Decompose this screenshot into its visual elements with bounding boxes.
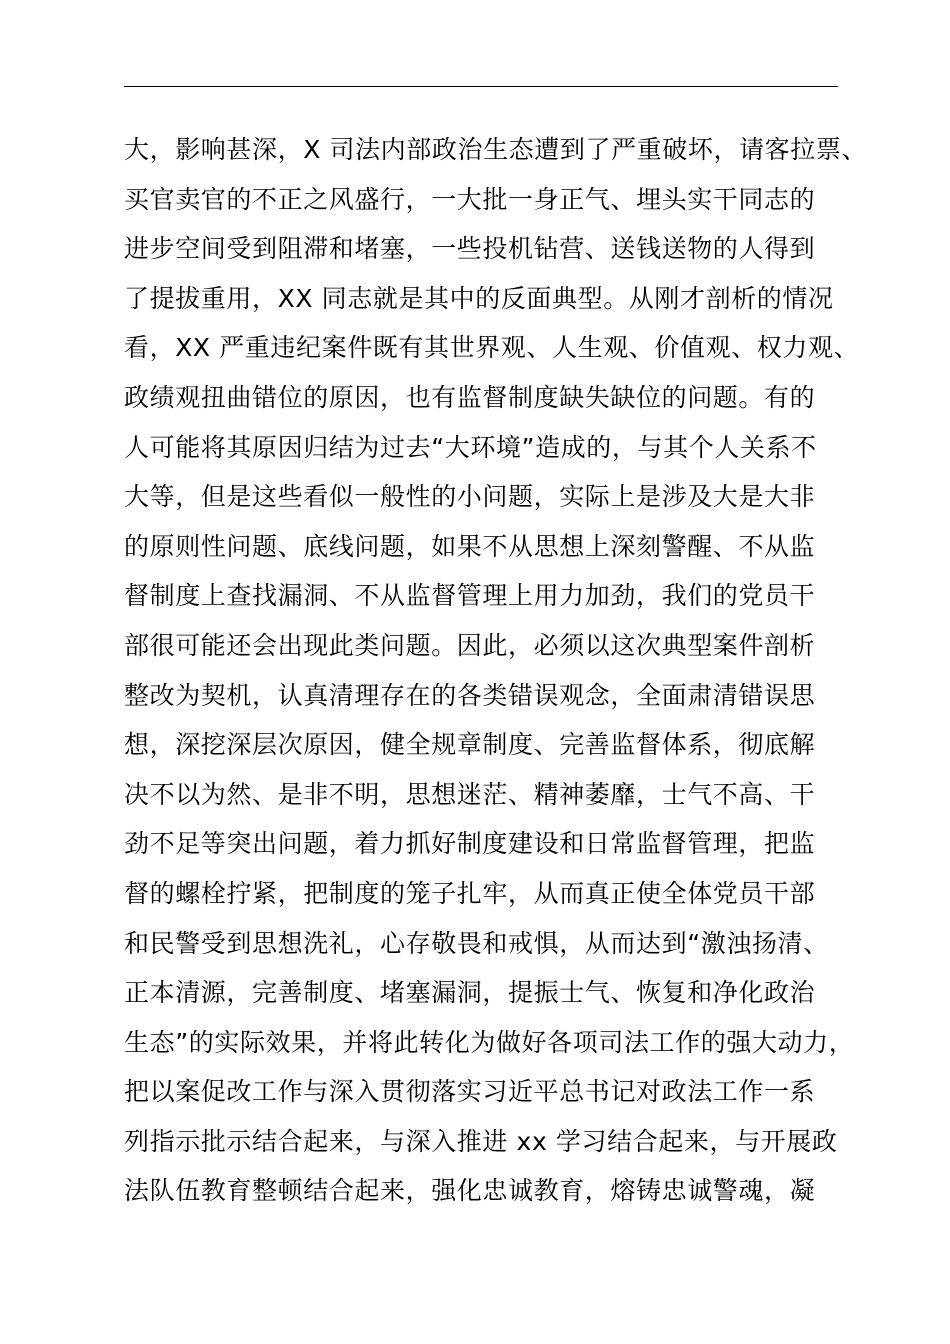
text-line: 督制度上查找漏洞、不从监督管理上用力加劲，我们的党员干 — [124, 581, 816, 611]
text-line: 决不以为然、是非不明，思想迷茫、精神萎靡，士气不高、干 — [124, 779, 816, 809]
text-line: 部很可能还会出现此类问题。因此，必须以这次典型案件剖析 — [124, 630, 816, 660]
text-line: 进步空间受到阻滞和堵塞，一些投机钻营、送钱送物的人得到 — [124, 234, 816, 264]
text-line: 督的螺栓拧紧，把制度的笼子扎牢，从而真正使全体党员干部 — [124, 878, 816, 908]
header-rule — [124, 86, 838, 87]
text-line: 大，影响甚深，X 司法内部政治生态遭到了严重破坏，请客拉票、 — [124, 135, 868, 164]
text-line: 的原则性问题、底线问题，如果不从思想上深刻警醒、不从监 — [124, 531, 816, 561]
text-line: 和民警受到思想洗礼，心存敬畏和戒惧，从而达到“激浊扬清、 — [124, 928, 829, 958]
text-line: 了提拔重用，XX 同志就是其中的反面典型。从刚才剖析的情况 — [124, 283, 834, 313]
text-line: 想，深挖深层次原因，健全规章制度、完善监督体系，彻底解 — [124, 730, 816, 760]
text-line: 法队伍教育整顿结合起来，强化忠诚教育，熔铸忠诚警魂，凝 — [124, 1176, 816, 1206]
text-line: 正本清源，完善制度、堵塞漏洞，提振士气、恢复和净化政治 — [124, 978, 816, 1008]
text-line: 人可能将其原因归结为过去“大环境”造成的，与其个人关系不 — [124, 432, 817, 462]
text-line: 把以案促改工作与深入贯彻落实习近平总书记对政法工作一系 — [124, 1077, 816, 1107]
text-line: 列指示批示结合起来，与深入推进 xx 学习结合起来，与开展政 — [124, 1126, 838, 1156]
text-line: 生态”的实际效果，并将此转化为做好各项司法工作的强大动力， — [124, 1027, 855, 1057]
text-line: 劲不足等突出问题，着力抓好制度建设和日常监督管理，把监 — [124, 829, 816, 859]
text-line: 看，XX 严重违纪案件既有其世界观、人生观、价值观、权力观、 — [124, 333, 860, 363]
text-line: 买官卖官的不正之风盛行，一大批一身正气、埋头实干同志的 — [124, 184, 816, 214]
text-line: 整改为契机，认真清理存在的各类错误观念，全面肃清错误思 — [124, 680, 816, 710]
text-line: 政绩观扭曲错位的原因，也有监督制度缺失缺位的问题。有的 — [124, 382, 816, 412]
body-text — [124, 125, 868, 1216]
text-line: 大等，但是这些看似一般性的小问题，实际上是涉及大是大非 — [124, 482, 816, 512]
